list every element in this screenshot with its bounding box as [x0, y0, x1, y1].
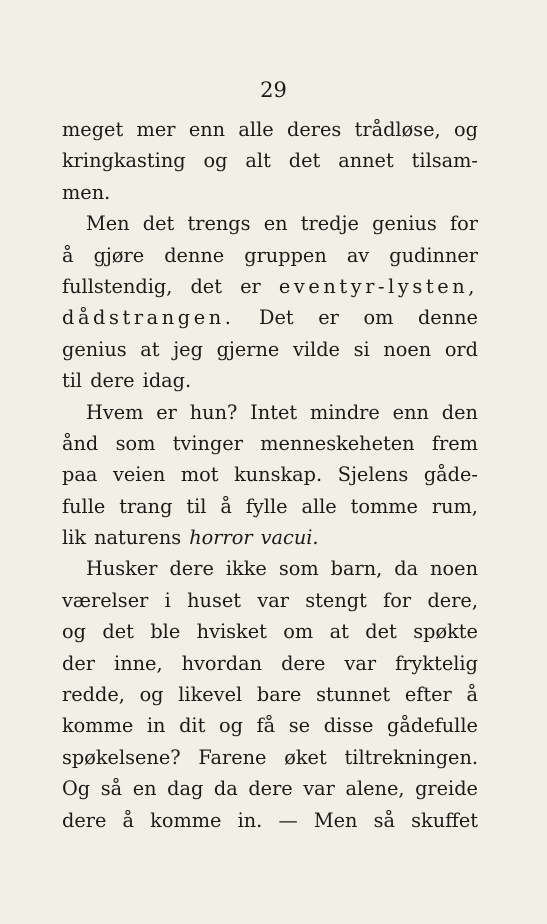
word: stunnet	[316, 683, 391, 707]
word: for	[383, 588, 412, 612]
word: om	[283, 620, 314, 644]
word: og	[139, 683, 164, 707]
word: for	[449, 212, 478, 236]
word: inne,	[114, 651, 163, 675]
text-line	[62, 679, 478, 710]
word: få	[256, 714, 276, 738]
word: gjøre	[93, 243, 145, 267]
word: at	[329, 620, 349, 644]
word: det	[288, 149, 321, 173]
word: alt	[245, 149, 271, 173]
word: Sjelens	[337, 463, 409, 487]
text-line	[62, 553, 478, 584]
word: mot	[180, 463, 219, 487]
word: og	[218, 714, 243, 738]
word: tvinger	[172, 431, 243, 455]
word: gruppen	[244, 243, 327, 267]
word: av	[346, 243, 370, 267]
word: den	[441, 400, 478, 424]
word: gudinner	[389, 243, 478, 267]
text-line	[62, 145, 478, 176]
word: genius	[372, 212, 437, 236]
word: til	[186, 494, 207, 518]
word: noen	[383, 337, 432, 361]
word: en	[132, 777, 157, 801]
word: gåde-	[423, 463, 478, 487]
word: redde,	[62, 683, 125, 707]
word: tomme	[350, 494, 418, 518]
text-line	[62, 710, 478, 741]
word: lik	[62, 526, 87, 550]
text-line	[62, 459, 478, 490]
word: fylle	[245, 494, 288, 518]
word: Intet	[250, 400, 298, 424]
word: det	[365, 620, 397, 644]
word: det	[142, 212, 175, 236]
word: øket	[284, 745, 327, 769]
text-line	[62, 742, 478, 773]
word: å	[62, 243, 74, 267]
word: var	[344, 651, 377, 675]
word: som	[278, 557, 319, 581]
word: barn,	[330, 557, 383, 581]
word: værelser	[62, 588, 149, 612]
word: ånd	[62, 431, 99, 455]
word: det	[102, 620, 134, 644]
word: å	[122, 808, 135, 832]
word: trang	[119, 494, 173, 518]
word: men.	[62, 180, 111, 204]
word: Men	[313, 808, 358, 832]
word: dit	[179, 714, 206, 738]
word: er	[318, 306, 339, 330]
word: der	[62, 651, 95, 675]
word: meget	[62, 118, 124, 141]
word: gådefulle	[387, 714, 478, 738]
word: noen	[430, 557, 478, 581]
word: da	[394, 557, 419, 581]
word: dere	[169, 557, 214, 581]
word: ble	[150, 620, 181, 644]
text-line	[62, 648, 478, 679]
word: tiltrekningen.	[344, 745, 478, 769]
word: dere,	[427, 588, 478, 612]
text-line	[62, 334, 478, 365]
word: genius	[62, 337, 127, 361]
word: dådstrangen.	[62, 306, 235, 330]
word: Hvem	[86, 400, 144, 424]
word: bare	[256, 683, 302, 707]
word: annet	[338, 149, 394, 173]
word: Farene	[198, 745, 267, 769]
word: trådløse,	[354, 118, 441, 141]
word: kunskap.	[234, 463, 323, 487]
word: deres	[287, 118, 342, 141]
word: fullstendig,	[62, 274, 173, 298]
word: —	[278, 808, 298, 832]
word: kringkasting	[62, 149, 186, 173]
word: rum,	[431, 494, 478, 518]
word: var	[257, 588, 289, 612]
word: mindre	[309, 400, 380, 424]
text-line	[62, 177, 478, 208]
word: at	[140, 337, 160, 361]
word: Det	[259, 306, 294, 330]
text-line	[62, 585, 478, 616]
text-line	[62, 616, 478, 647]
word: naturens	[94, 526, 182, 550]
word: vacui.	[260, 526, 319, 550]
word: fulle	[62, 494, 106, 518]
word: in.	[237, 808, 263, 832]
word: var	[303, 777, 335, 801]
word: enn	[188, 118, 226, 141]
word: denne	[164, 243, 225, 267]
word: in	[146, 714, 166, 738]
text-line	[62, 522, 478, 553]
word: tilsam-	[411, 149, 478, 173]
word: spøkte	[413, 620, 478, 644]
word: trengs	[187, 212, 251, 236]
word: vilde	[292, 337, 340, 361]
word: huset	[187, 588, 242, 612]
word: så	[100, 777, 123, 801]
text-line	[62, 805, 478, 836]
word: hun?	[189, 400, 238, 424]
word: i	[164, 588, 171, 612]
word: mer	[136, 118, 176, 141]
word: til	[62, 369, 83, 393]
word: hvisket	[196, 620, 267, 644]
word: frem	[431, 431, 478, 455]
word: greide	[415, 777, 478, 801]
word: alene,	[345, 777, 405, 801]
word: dere	[248, 777, 293, 801]
word: paa	[62, 463, 98, 487]
word: alle	[238, 118, 274, 141]
word: alle	[301, 494, 337, 518]
word: menneskeheten	[260, 431, 415, 455]
word: fryktelig	[395, 651, 478, 675]
word: idag.	[142, 369, 192, 393]
word: som	[115, 431, 156, 455]
word: stengt	[305, 588, 367, 612]
word: og	[62, 620, 86, 644]
word: dere	[62, 808, 107, 832]
text-line	[62, 240, 478, 271]
text-line	[62, 365, 478, 396]
text-line	[62, 271, 478, 302]
word: å	[220, 494, 232, 518]
word: veien	[112, 463, 166, 487]
text-line	[62, 428, 478, 459]
word: er	[156, 400, 177, 424]
word: eventyr-lysten,	[278, 274, 478, 298]
word: si	[353, 337, 370, 361]
word: en	[263, 212, 288, 236]
word: å	[466, 683, 478, 707]
word: tredje	[300, 212, 359, 236]
word: denne	[417, 306, 478, 330]
word: Men	[86, 212, 130, 236]
word: dere	[90, 369, 135, 393]
text-line	[62, 208, 478, 239]
word: Og	[62, 777, 91, 801]
text-line	[62, 397, 478, 428]
word: horror	[189, 526, 253, 550]
word: da	[213, 777, 238, 801]
page-number: 29	[260, 78, 287, 102]
word: hvordan	[181, 651, 263, 675]
word: Husker	[86, 557, 158, 581]
word: dag	[167, 777, 204, 801]
word: og	[453, 118, 478, 141]
word: gjerne	[216, 337, 280, 361]
word: om	[363, 306, 394, 330]
word: det	[190, 274, 222, 298]
word: ikke	[225, 557, 267, 581]
text-line	[62, 302, 478, 333]
word: dere	[281, 651, 326, 675]
word: komme	[62, 714, 134, 738]
word: komme	[150, 808, 222, 832]
word: jeg	[173, 337, 203, 361]
word: se	[288, 714, 311, 738]
word: efter	[404, 683, 452, 707]
text-line	[62, 491, 478, 522]
word: likevel	[178, 683, 243, 707]
word: er	[240, 274, 261, 298]
word: ord	[444, 337, 478, 361]
word: enn	[392, 400, 429, 424]
word: og	[203, 149, 228, 173]
text-line	[62, 114, 478, 145]
text-line	[62, 773, 478, 804]
body-text	[62, 114, 478, 836]
word: spøkelsene?	[62, 745, 181, 769]
word: disse	[323, 714, 374, 738]
word: så	[373, 808, 395, 832]
word: skuffet	[411, 808, 478, 832]
